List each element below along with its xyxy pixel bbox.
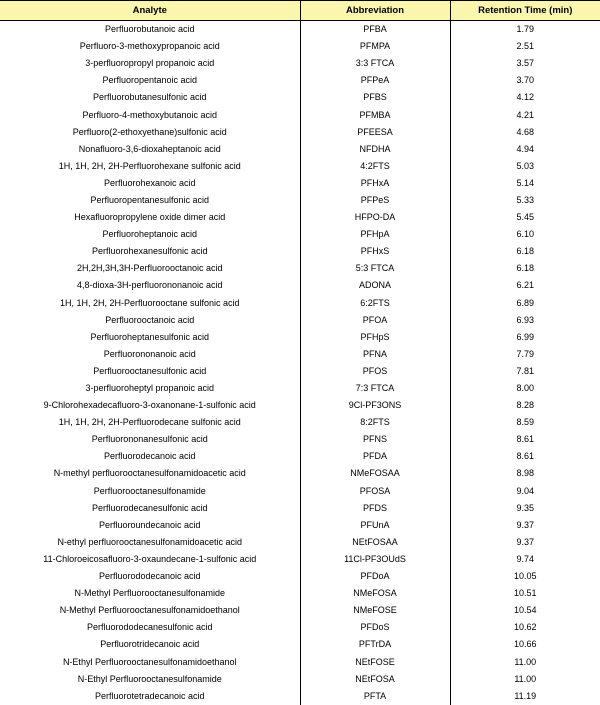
cell-analyte: Perfluoro-4-methoxybutanoic acid bbox=[0, 106, 300, 123]
cell-retention-time: 6.93 bbox=[516, 314, 535, 325]
table-row bbox=[0, 602, 600, 619]
cell-abbreviation: PFPeA bbox=[300, 72, 450, 89]
table-header-row bbox=[0, 1, 600, 21]
table-row bbox=[0, 89, 600, 106]
table-row bbox=[0, 483, 600, 500]
cell-abbreviation: PFHxS bbox=[300, 243, 450, 260]
cell-analyte: Perfluoroheptanoic acid bbox=[0, 226, 300, 243]
cell-analyte: Perfluorotridecanoic acid bbox=[0, 636, 300, 653]
table-row bbox=[0, 72, 600, 89]
cell-retention-time: 7.79 bbox=[516, 348, 535, 359]
cell-abbreviation: PFHxA bbox=[300, 175, 450, 192]
cell-retention-time: 10.62 bbox=[513, 622, 537, 633]
cell-abbreviation: PFHpS bbox=[300, 329, 450, 346]
cell-retention-time: 4.68 bbox=[516, 126, 535, 137]
cell-analyte: N-Ethyl Perfluorooctanesulfonamide bbox=[0, 671, 300, 688]
cell-analyte: 3-perfluoropropyl propanoic acid bbox=[0, 55, 300, 72]
cell-abbreviation: 3:3 FTCA bbox=[300, 55, 450, 72]
cell-retention-time: 5.33 bbox=[516, 194, 535, 205]
column-header-analyte: Analyte bbox=[0, 1, 300, 21]
cell-retention-time: 9.37 bbox=[516, 536, 535, 547]
cell-analyte: Perfluorotetradecanoic acid bbox=[0, 688, 300, 705]
table-row bbox=[0, 414, 600, 431]
table-row bbox=[0, 329, 600, 346]
cell-retention-time: 6.99 bbox=[516, 331, 535, 342]
cell-analyte: Perfluorooctanesulfonamide bbox=[0, 483, 300, 500]
cell-abbreviation: PFDoS bbox=[300, 619, 450, 636]
cell-retention-time: 6.18 bbox=[516, 263, 535, 274]
table-row bbox=[0, 124, 600, 141]
cell-retention-time: 1.79 bbox=[516, 24, 535, 35]
cell-retention-time: 8.28 bbox=[516, 400, 535, 411]
table-row bbox=[0, 38, 600, 55]
cell-retention-time: 10.66 bbox=[513, 639, 537, 650]
cell-retention-time: 5.14 bbox=[516, 177, 535, 188]
cell-analyte: 1H, 1H, 2H, 2H-Perfluorohexane sulfonic acid bbox=[0, 158, 300, 175]
cell-retention-time: 10.05 bbox=[513, 571, 537, 582]
cell-abbreviation: 5:3 FTCA bbox=[300, 260, 450, 277]
cell-analyte: Perfluoro-3-methoxypropanoic acid bbox=[0, 38, 300, 55]
cell-abbreviation: NEtFOSE bbox=[300, 653, 450, 670]
cell-analyte: Perfluorooctanesulfonic acid bbox=[0, 363, 300, 380]
cell-analyte: Perfluoroundecanoic acid bbox=[0, 517, 300, 534]
cell-analyte: Perfluorononanesulfonic acid bbox=[0, 431, 300, 448]
cell-retention-time: 5.45 bbox=[516, 212, 535, 223]
table-row bbox=[0, 500, 600, 517]
cell-analyte: 4,8-dioxa-3H-perfluorononanoic acid bbox=[0, 277, 300, 294]
cell-retention-time: 4.12 bbox=[516, 92, 535, 103]
cell-analyte: Perfluorobutanoic acid bbox=[0, 21, 300, 39]
cell-retention-time: 3.57 bbox=[516, 58, 535, 69]
table-row bbox=[0, 688, 600, 705]
cell-analyte: Perfluoroheptanesulfonic acid bbox=[0, 329, 300, 346]
table-row bbox=[0, 175, 600, 192]
cell-retention-time: 8.59 bbox=[516, 417, 535, 428]
cell-abbreviation: PFDS bbox=[300, 500, 450, 517]
cell-abbreviation: NMeFOSA bbox=[300, 585, 450, 602]
cell-retention-time: 6.21 bbox=[516, 280, 535, 291]
cell-abbreviation: PFMPA bbox=[300, 38, 450, 55]
cell-retention-time: 4.21 bbox=[516, 109, 535, 120]
table-row bbox=[0, 55, 600, 72]
cell-analyte: Perfluorononanoic acid bbox=[0, 346, 300, 363]
cell-abbreviation: PFOSA bbox=[300, 483, 450, 500]
cell-analyte: 11-Chloroeicosafluoro-3-oxaundecane-1-sulfonic acid bbox=[0, 551, 300, 568]
cell-abbreviation: PFTrDA bbox=[300, 636, 450, 653]
table-row bbox=[0, 277, 600, 294]
column-header-retention-time: Retention Time (min) bbox=[450, 1, 600, 21]
table-row bbox=[0, 653, 600, 670]
cell-retention-time: 9.35 bbox=[516, 502, 535, 513]
table-row bbox=[0, 312, 600, 329]
cell-analyte: Perfluoropentanoic acid bbox=[0, 72, 300, 89]
cell-analyte: Perfluorohexanesulfonic acid bbox=[0, 243, 300, 260]
cell-abbreviation: PFPeS bbox=[300, 192, 450, 209]
cell-analyte: N-Ethyl Perfluorooctanesulfonamidoethanol bbox=[0, 653, 300, 670]
table-body bbox=[0, 21, 600, 705]
table-header bbox=[0, 1, 600, 21]
table-row bbox=[0, 431, 600, 448]
table-row bbox=[0, 585, 600, 602]
cell-abbreviation: PFDoA bbox=[300, 568, 450, 585]
cell-retention-time: 11.00 bbox=[514, 673, 537, 684]
cell-retention-time: 9.37 bbox=[516, 519, 535, 530]
cell-retention-time: 2.51 bbox=[516, 41, 535, 52]
table-row bbox=[0, 346, 600, 363]
table-row bbox=[0, 243, 600, 260]
cell-abbreviation: PFTA bbox=[300, 688, 450, 705]
table-row bbox=[0, 363, 600, 380]
cell-abbreviation: PFBA bbox=[300, 21, 450, 39]
cell-abbreviation: NMeFOSE bbox=[300, 602, 450, 619]
table-row bbox=[0, 192, 600, 209]
cell-retention-time: 10.51 bbox=[513, 588, 537, 599]
cell-retention-time: 8.00 bbox=[516, 383, 535, 394]
table-row bbox=[0, 226, 600, 243]
cell-retention-time: 8.61 bbox=[516, 434, 535, 445]
table-row bbox=[0, 636, 600, 653]
cell-abbreviation: HFPO-DA bbox=[300, 209, 450, 226]
cell-analyte: N-methyl perfluorooctanesulfonamidoacetic acid bbox=[0, 465, 300, 482]
cell-analyte: Perfluoropentanesulfonic acid bbox=[0, 192, 300, 209]
cell-abbreviation: PFNA bbox=[300, 346, 450, 363]
cell-retention-time: 9.74 bbox=[516, 553, 535, 564]
cell-retention-time: 6.10 bbox=[516, 229, 535, 240]
cell-retention-time: 5.03 bbox=[516, 160, 535, 171]
cell-retention-time: 8.61 bbox=[516, 451, 535, 462]
table-row bbox=[0, 534, 600, 551]
table-row bbox=[0, 397, 600, 414]
cell-analyte: N-Methyl Perfluorooctanesulfonamide bbox=[0, 585, 300, 602]
cell-abbreviation: 9Cl-PF3ONS bbox=[300, 397, 450, 414]
cell-retention-time: 3.70 bbox=[516, 75, 535, 86]
cell-analyte: 1H, 1H, 2H, 2H-Perfluorodecane sulfonic acid bbox=[0, 414, 300, 431]
table-row bbox=[0, 517, 600, 534]
cell-abbreviation: 6:2FTS bbox=[300, 295, 450, 312]
cell-abbreviation: 11Cl-PF3OUdS bbox=[300, 551, 450, 568]
cell-retention-time: 6.89 bbox=[516, 297, 535, 308]
cell-abbreviation: PFHpA bbox=[300, 226, 450, 243]
cell-analyte: Perfluorooctanoic acid bbox=[0, 312, 300, 329]
cell-retention-time: 4.94 bbox=[516, 143, 535, 154]
table-row bbox=[0, 551, 600, 568]
cell-retention-time: 8.98 bbox=[516, 468, 535, 479]
cell-analyte: Perfluorodecanesulfonic acid bbox=[0, 500, 300, 517]
cell-abbreviation: PFBS bbox=[300, 89, 450, 106]
cell-retention-time: 10.54 bbox=[513, 605, 537, 616]
table-row bbox=[0, 141, 600, 158]
cell-abbreviation: NMeFOSAA bbox=[300, 465, 450, 482]
cell-analyte: Perfluorododecanoic acid bbox=[0, 568, 300, 585]
table-row bbox=[0, 209, 600, 226]
column-header-abbreviation: Abbreviation bbox=[300, 1, 450, 21]
cell-abbreviation: ADONA bbox=[300, 277, 450, 294]
table-row bbox=[0, 21, 600, 39]
cell-analyte: Perfluorododecanesulfonic acid bbox=[0, 619, 300, 636]
cell-analyte: 9-Chlorohexadecafluoro-3-oxanonane-1-sulfonic acid bbox=[0, 397, 300, 414]
cell-analyte: Hexafluoropropylene oxide dimer acid bbox=[0, 209, 300, 226]
cell-abbreviation: NEtFOSAA bbox=[300, 534, 450, 551]
cell-abbreviation: PFMBA bbox=[300, 106, 450, 123]
table-row bbox=[0, 465, 600, 482]
cell-abbreviation: NFDHA bbox=[300, 141, 450, 158]
cell-analyte: Perfluorodecanoic acid bbox=[0, 448, 300, 465]
cell-abbreviation: PFUnA bbox=[300, 517, 450, 534]
cell-abbreviation: PFOA bbox=[300, 312, 450, 329]
table-row bbox=[0, 106, 600, 123]
cell-retention-time: 9.04 bbox=[516, 485, 535, 496]
cell-analyte: N-Methyl Perfluorooctanesulfonamidoethanol bbox=[0, 602, 300, 619]
cell-abbreviation: PFOS bbox=[300, 363, 450, 380]
cell-analyte: 2H,2H,3H,3H-Perfluorooctanoic acid bbox=[0, 260, 300, 277]
table-row bbox=[0, 260, 600, 277]
cell-analyte: N-ethyl perfluorooctanesulfonamidoacetic acid bbox=[0, 534, 300, 551]
cell-abbreviation: 7:3 FTCA bbox=[300, 380, 450, 397]
cell-abbreviation: 4:2FTS bbox=[300, 158, 450, 175]
cell-analyte: 3-perfluoroheptyl propanoic acid bbox=[0, 380, 300, 397]
cell-retention-time: 11.19 bbox=[514, 690, 537, 701]
cell-retention-time: 11.00 bbox=[514, 656, 537, 667]
cell-retention-time: 6.18 bbox=[516, 246, 535, 257]
cell-analyte: Nonafluoro-3,6-dioxaheptanoic acid bbox=[0, 141, 300, 158]
table-row bbox=[0, 568, 600, 585]
cell-abbreviation: PFNS bbox=[300, 431, 450, 448]
cell-abbreviation: NEtFOSA bbox=[300, 671, 450, 688]
table-row bbox=[0, 295, 600, 312]
cell-abbreviation: 8:2FTS bbox=[300, 414, 450, 431]
cell-retention-time: 7.81 bbox=[516, 365, 535, 376]
table-row bbox=[0, 158, 600, 175]
table-row bbox=[0, 619, 600, 636]
cell-analyte: Perfluoro(2-ethoxyethane)sulfonic acid bbox=[0, 124, 300, 141]
cell-abbreviation: PFDA bbox=[300, 448, 450, 465]
cell-analyte: Perfluorobutanesulfonic acid bbox=[0, 89, 300, 106]
cell-analyte: 1H, 1H, 2H, 2H-Perfluorooctane sulfonic acid bbox=[0, 295, 300, 312]
table-row bbox=[0, 448, 600, 465]
table-row bbox=[0, 380, 600, 397]
cell-analyte: Perfluorohexanoic acid bbox=[0, 175, 300, 192]
table-row bbox=[0, 671, 600, 688]
cell-abbreviation: PFEESA bbox=[300, 124, 450, 141]
